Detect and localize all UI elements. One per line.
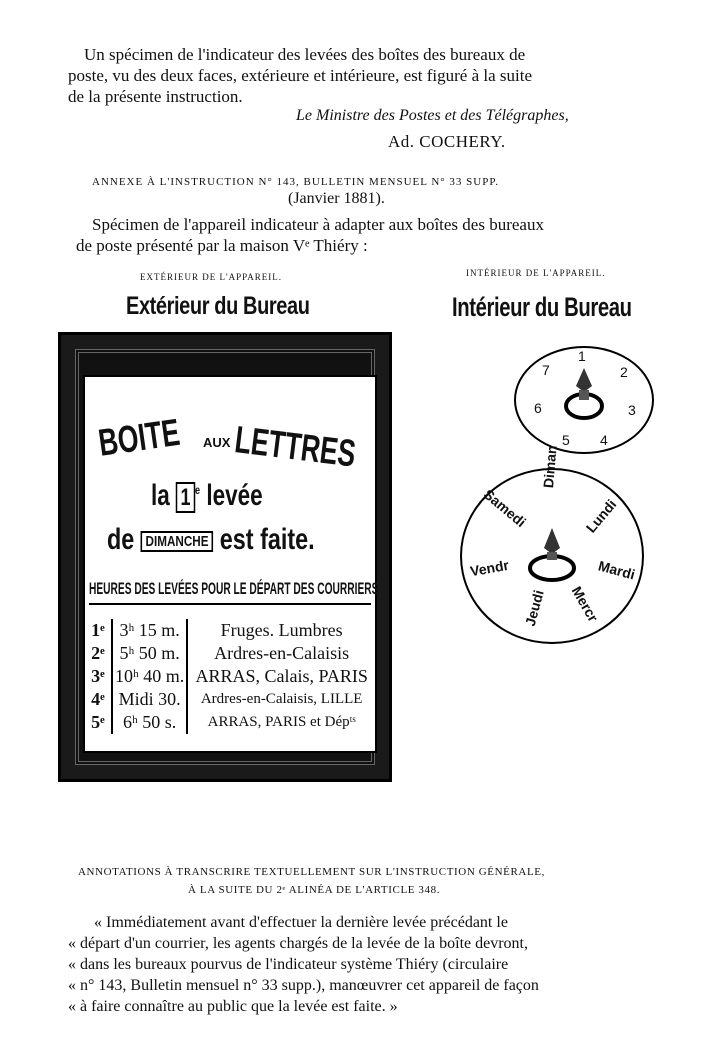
schedule-header: HEURES DES LEVÉES POUR LE DÉPART DES COURRIERS: [89, 579, 371, 605]
day-lundi: Lundi: [582, 496, 620, 536]
day-mardi: Mardi: [596, 557, 637, 583]
day-vendredi: Vendr: [468, 556, 510, 580]
annex-description: [76, 214, 640, 256]
quote-line-1: « Immédiatement avant d'effectuer la dernière levée précédant le: [94, 914, 508, 931]
intro-line-3: de la présente instruction.: [68, 87, 243, 106]
schedule-number: 1ᵉ: [85, 619, 112, 642]
intro-line-2: poste, vu des deux faces, extérieure et intérieure, est figuré à la suite: [68, 66, 532, 85]
levee-number: 1: [176, 482, 195, 513]
schedule-time: Midi 30.: [112, 688, 187, 711]
schedule-destination: Ardres-en-Calaisis: [214, 643, 350, 663]
day-dimanche: Diman: [540, 444, 560, 489]
day-dial: [460, 444, 644, 644]
dial-number-2: 2: [620, 364, 628, 380]
dial-number-6: 6: [534, 400, 542, 416]
dial-knob-icon: [562, 366, 606, 424]
schedule-row: [85, 688, 375, 711]
schedule-time: 6ʰ 50 s.: [112, 711, 187, 734]
schedule-table: [85, 619, 375, 734]
schedule-destination: ARRAS, PARIS et Dépᵗˢ: [207, 714, 356, 730]
schedule-row: [85, 619, 375, 642]
schedule-time: 5ʰ 50 m.: [112, 642, 187, 665]
day-box: DIMANCHE: [141, 531, 213, 552]
quote-line-2: « départ d'un courrier, les agents chargés de la levée de la boîte devront,: [68, 935, 528, 952]
dial-number-7: 7: [542, 362, 550, 378]
quote-line-3: « dans les bureaux pourvus de l'indicateur système Thiéry (circulaire: [68, 956, 509, 973]
schedule-number: 3ᵉ: [85, 665, 112, 688]
schedule-number: 2ᵉ: [85, 642, 112, 665]
boite-word: BOITE: [96, 411, 183, 465]
schedule-time: 10ʰ 40 m.: [112, 665, 187, 688]
exterior-caption: EXTÉRIEUR DE L'APPAREIL.: [140, 272, 283, 282]
signature-name: Ad. COCHERY.: [388, 132, 506, 151]
day-samedi: Samedi: [480, 485, 530, 531]
schedule-destination: ARRAS, Calais, PARIS: [195, 666, 368, 686]
annex-date: (Janvier 1881).: [288, 190, 385, 207]
number-dial: [514, 346, 654, 454]
boite-aux-lettres-title: [96, 411, 367, 476]
levee-word: levée: [206, 479, 263, 512]
aux-word: AUX: [203, 435, 231, 450]
exterior-heading: Extérieur du Bureau: [126, 292, 310, 320]
schedule-row: [85, 642, 375, 665]
interior-heading: Intérieur du Bureau: [452, 292, 632, 322]
interior-caption: INTÉRIEUR DE L'APPAREIL.: [466, 268, 606, 278]
schedule-number: 5ᵉ: [85, 711, 112, 734]
quote-line-4: « n° 143, Bulletin mensuel n° 33 supp.), manœuvrer cet appareil de façon: [68, 977, 539, 994]
schedule-destination: Ardres-en-Calaisis, LILLE: [200, 691, 363, 707]
la-word: la: [151, 479, 170, 512]
day-jeudi: Jeudi: [521, 588, 547, 628]
dial-number-1: 1: [578, 348, 586, 364]
annotation-quote: [68, 912, 642, 1017]
day-line: [107, 523, 315, 557]
indicator-panel: [83, 375, 377, 753]
dial-number-4: 4: [600, 432, 608, 448]
signature-title: Le Ministre des Postes et des Télégraphes,: [296, 107, 569, 124]
letterbox-frame: [58, 332, 392, 782]
faite-word: est faite.: [219, 523, 315, 556]
annotations-title-2: À LA SUITE DU 2ᵉ ALINÉA DE L'ARTICLE 348.: [188, 884, 441, 896]
levee-line: [151, 479, 263, 513]
schedule-number: 4ᵉ: [85, 688, 112, 711]
levee-superscript: e: [195, 483, 201, 497]
schedule-destination: Fruges. Lumbres: [220, 620, 343, 640]
quote-line-5: « à faire connaître au public que la levée est faite. »: [68, 998, 398, 1015]
schedule-row: [85, 711, 375, 734]
dial-number-5: 5: [562, 432, 570, 448]
annex-desc-line-2: de poste présenté par la maison Vᵉ Thiéry :: [76, 236, 368, 255]
schedule-time: 3ʰ 15 m.: [112, 619, 187, 642]
intro-paragraph: [68, 44, 640, 107]
annex-desc-line-1: Spécimen de l'appareil indicateur à adapter aux boîtes des bureaux: [92, 215, 544, 234]
annex-heading: ANNEXE À L'INSTRUCTION N° 143, BULLETIN MENSUEL N° 33 SUPP.: [92, 176, 500, 188]
annotations-title-1: ANNOTATIONS À TRANSCRIRE TEXTUELLEMENT SUR L'INSTRUCTION GÉNÉRALE,: [78, 866, 545, 878]
schedule-row: [85, 665, 375, 688]
de-word: de: [107, 523, 135, 556]
lettres-word: LETTRES: [232, 419, 358, 476]
dial-number-3: 3: [628, 402, 636, 418]
day-mercredi: Mercr: [568, 583, 602, 625]
day-knob-icon: [526, 526, 578, 586]
intro-line-1: Un spécimen de l'indicateur des levées des boîtes des bureaux de: [84, 45, 526, 64]
